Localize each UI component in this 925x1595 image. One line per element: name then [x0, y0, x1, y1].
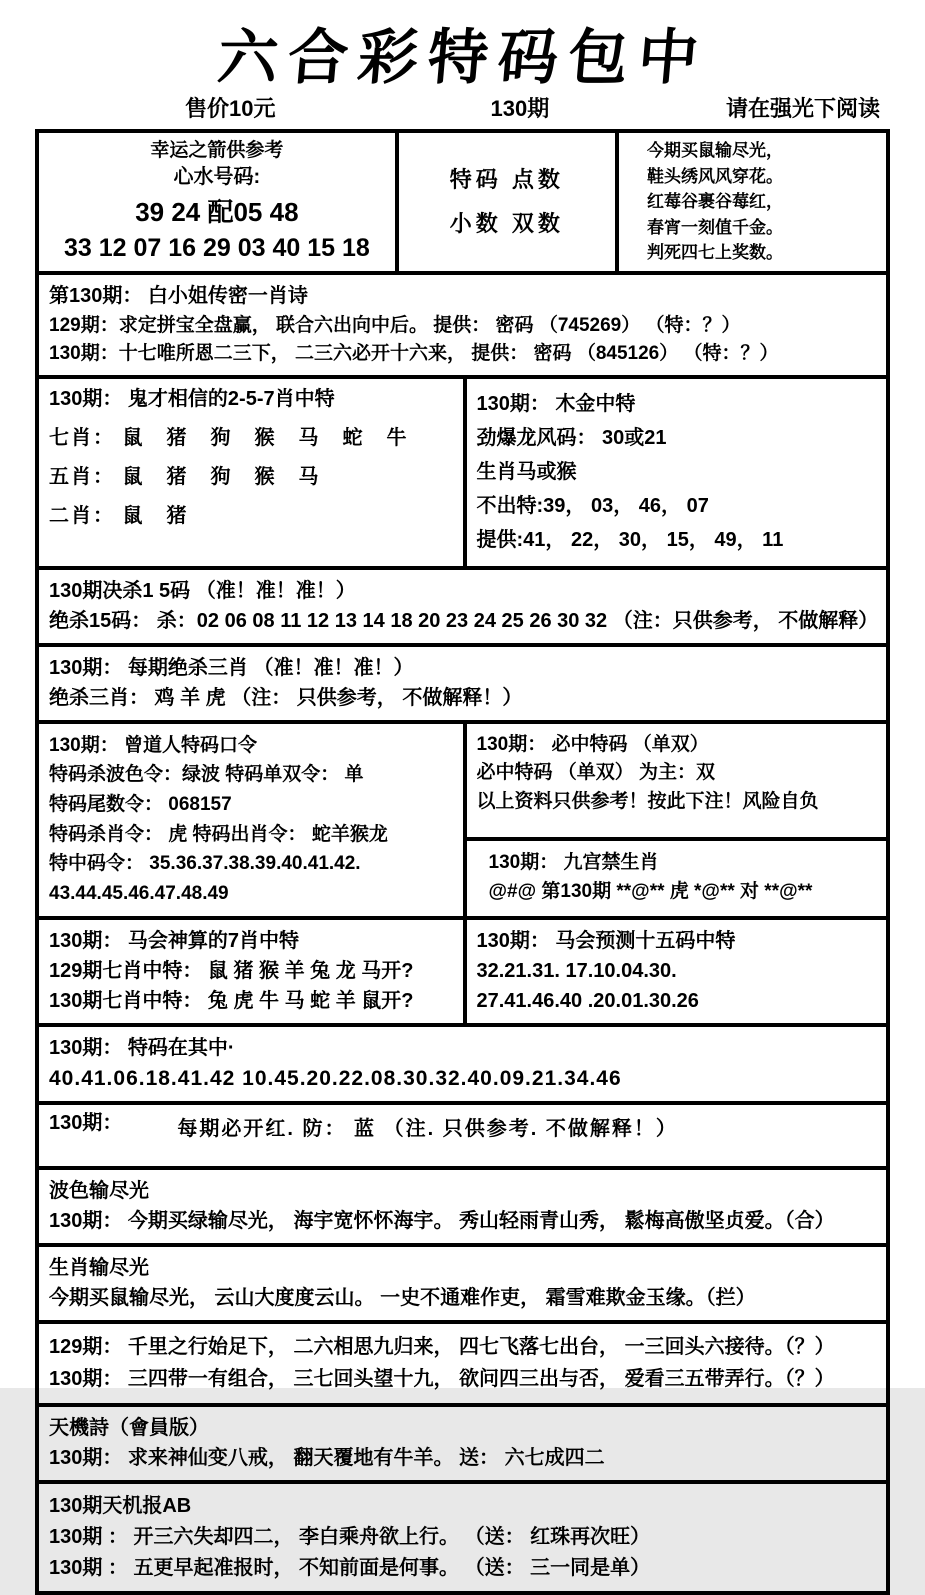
text-line: 提供:41， 22， 30， 15， 49， 11	[476, 528, 784, 551]
text-line: 必中特码 （单双） 为主：双	[476, 762, 716, 784]
text-line: 129期： 千里之行始足下， 二六相思九归来， 四七飞落七出台， 一三回头六接待。（？）	[49, 1335, 835, 1358]
text-line: 特码尾数令： 068157	[49, 794, 232, 816]
text-line: 130期七肖中特： 兔 虎 牛 马 蛇 羊 鼠开?	[49, 989, 414, 1012]
section-title: 130期： 木金中特	[476, 392, 636, 415]
text-line: 红莓谷裹谷莓红，	[646, 192, 783, 211]
right-stack	[463, 724, 887, 916]
text-line: 43.44.45.46.47.48.49	[49, 882, 229, 904]
text-line: 五肖： 鼠 猪 狗 猴 马	[49, 465, 321, 488]
row-kill3	[39, 647, 886, 724]
zengdao-box	[39, 724, 463, 916]
row-predictions	[39, 920, 886, 1027]
text-line: 特中码令： 35.36.37.38.39.40.41.42.	[49, 853, 361, 875]
section-title: 130期： 马会神算的7肖中特	[49, 929, 300, 952]
text-line: 129期：求定拼宝全盘赢， 联合六出向中后。 提供： 密码 （745269） （特：？）	[49, 314, 741, 336]
text-line: @#@ 第130期 **@** 虎 *@** 对 **@**	[488, 880, 813, 902]
row-zodiac-picks	[39, 379, 886, 570]
row-open-red	[39, 1105, 886, 1170]
attribute-box	[395, 133, 615, 271]
text-line: 绝杀15码： 杀：02 06 08 11 12 13 14 18 20 23 24 25 26 30 32 （注：只供参考， 不做解释）	[49, 609, 879, 632]
text-line: 幸运之箭供参考	[150, 140, 284, 161]
text-line: 春宵一刻值千金。	[646, 217, 783, 237]
section-title: 波色输尽光	[49, 1179, 149, 1202]
text-line: 判死四七上奖数。	[646, 243, 783, 262]
issue-prefix: 130期：	[49, 1111, 123, 1134]
row-kill15	[39, 570, 886, 647]
text-line: 以上资料只供参考！按此下注！风险自负	[476, 791, 819, 813]
price-label: 售价10元	[185, 96, 276, 121]
text-line: 劲爆龙风码： 30或21	[476, 426, 667, 449]
text-line: 今期买鼠输尽光，	[646, 141, 783, 160]
read-hint-label: 请在强光下阅读	[725, 96, 880, 121]
main-table	[35, 129, 890, 1595]
text-line: 130期： 求来神仙变八戒， 翻天覆地有牛羊。 送： 六七成四二	[49, 1446, 605, 1469]
text-line: 130期 ： 开三六失却四二， 李白乘舟欲上行。 （送： 红珠再次旺）	[49, 1525, 651, 1548]
text-line: 绝杀三肖： 鸡 羊 虎 （注： 只供参考， 不做解释！）	[49, 686, 523, 709]
section-title: 130期决杀1 5码 （准！准！准！）	[49, 579, 356, 602]
lucky-arrow-box	[39, 133, 395, 271]
section-title: 130期： 九宫禁生肖	[488, 852, 659, 874]
row-bose	[39, 1170, 886, 1247]
bizhong-box	[467, 724, 887, 838]
text-line: 130期 ： 五更早起准报时， 不知前面是何事。 （送： 三一同是单）	[49, 1556, 651, 1579]
meta-row	[45, 92, 880, 123]
text-line: 特码 点数	[449, 167, 564, 193]
section-title: 第130期： 白小姐传密一肖诗	[49, 284, 308, 307]
row-baixiaojie	[39, 275, 886, 379]
mujin-box	[463, 379, 887, 566]
issue-label: 130期	[490, 96, 550, 121]
page-title: 六合彩特码包中	[214, 23, 711, 93]
verse-box	[615, 133, 886, 271]
row-verses	[39, 1324, 886, 1407]
text-line: 40.41.06.18.41.42 10.45.20.22.08.30.32.40.09.21.34.46	[49, 1066, 622, 1090]
text-line: 今期买鼠输尽光， 云山大度度云山。 一史不通难作吏， 霜雪难欺金玉缘。（拦）	[49, 1286, 756, 1309]
section-title: 生肖输尽光	[49, 1256, 149, 1279]
jiugong-box	[467, 837, 887, 915]
section-title: 130期： 特码在其中·	[49, 1036, 235, 1059]
text-line: 七肖： 鼠 猪 狗 猴 马 蛇 牛	[49, 426, 409, 449]
text-line: 小数 双数	[449, 210, 564, 236]
row-tianji-poem	[39, 1407, 886, 1484]
text-line: 130期：十七唯所恩二三下， 二三六必开十六来， 提供： 密码 （845126） （特：？）	[49, 343, 779, 365]
text-line: 二肖： 鼠 猪	[49, 504, 189, 527]
text-line: 鞋头绣风风穿花。	[646, 166, 783, 186]
text-line: 129期七肖中特： 鼠 猪 猴 羊 兔 龙 马开?	[49, 959, 414, 982]
text-line: 每期必开红. 防： 蓝 （注. 只供参考. 不做解释！）	[177, 1117, 678, 1140]
section-title: 天機詩（會員版）	[49, 1416, 209, 1439]
masthead	[0, 0, 925, 93]
shensuan-box	[39, 920, 463, 1023]
text-line: 特码杀肖令： 虎 特码出肖令： 蛇羊猴龙	[49, 823, 388, 845]
text-line: 32.21.31. 17.10.04.30.	[476, 959, 677, 982]
text-line: 不出特:39， 03， 46， 07	[476, 494, 709, 517]
text-line: 39 24 配05 48	[135, 196, 299, 227]
section-title: 130期： 每期绝杀三肖 （准！准！准！）	[49, 656, 414, 679]
section-title: 130期： 曾道人特码口令	[49, 734, 257, 756]
text-line: 130期： 三四带一有组合， 三七回头望十九， 欲问四三出与否， 爱看三五带弄行。（？）	[49, 1367, 835, 1390]
yuce15-box	[463, 920, 887, 1023]
row-shengxiao	[39, 1247, 886, 1324]
row-tianji-ab	[39, 1484, 886, 1591]
section-title: 130期天机报AB	[49, 1494, 192, 1517]
section-title: 130期： 必中特码 （单双）	[476, 733, 709, 755]
text-line: 生肖马或猴	[476, 460, 577, 483]
text-line: 心水号码:	[173, 165, 261, 188]
row-passwords	[39, 724, 886, 920]
text-line: 27.41.46.40 .20.01.30.26	[476, 989, 699, 1012]
text-line: 33 12 07 16 29 03 40 15 18	[63, 233, 370, 262]
section-title: 130期： 马会预测十五码中特	[476, 929, 736, 952]
text-line: 130期： 今期买绿输尽光， 海宇宽怀怀海宇。 秀山轻雨青山秀， 鬆梅高傲坚贞爱。（合）	[49, 1209, 835, 1232]
row-lucky-arrow	[39, 133, 886, 275]
section-title: 130期： 鬼才相信的2-5-7肖中特	[49, 387, 335, 410]
guicai-box	[39, 379, 463, 566]
row-code-among	[39, 1027, 886, 1105]
text-line: 特码杀波色令：绿波 特码单双令： 单	[49, 764, 364, 786]
